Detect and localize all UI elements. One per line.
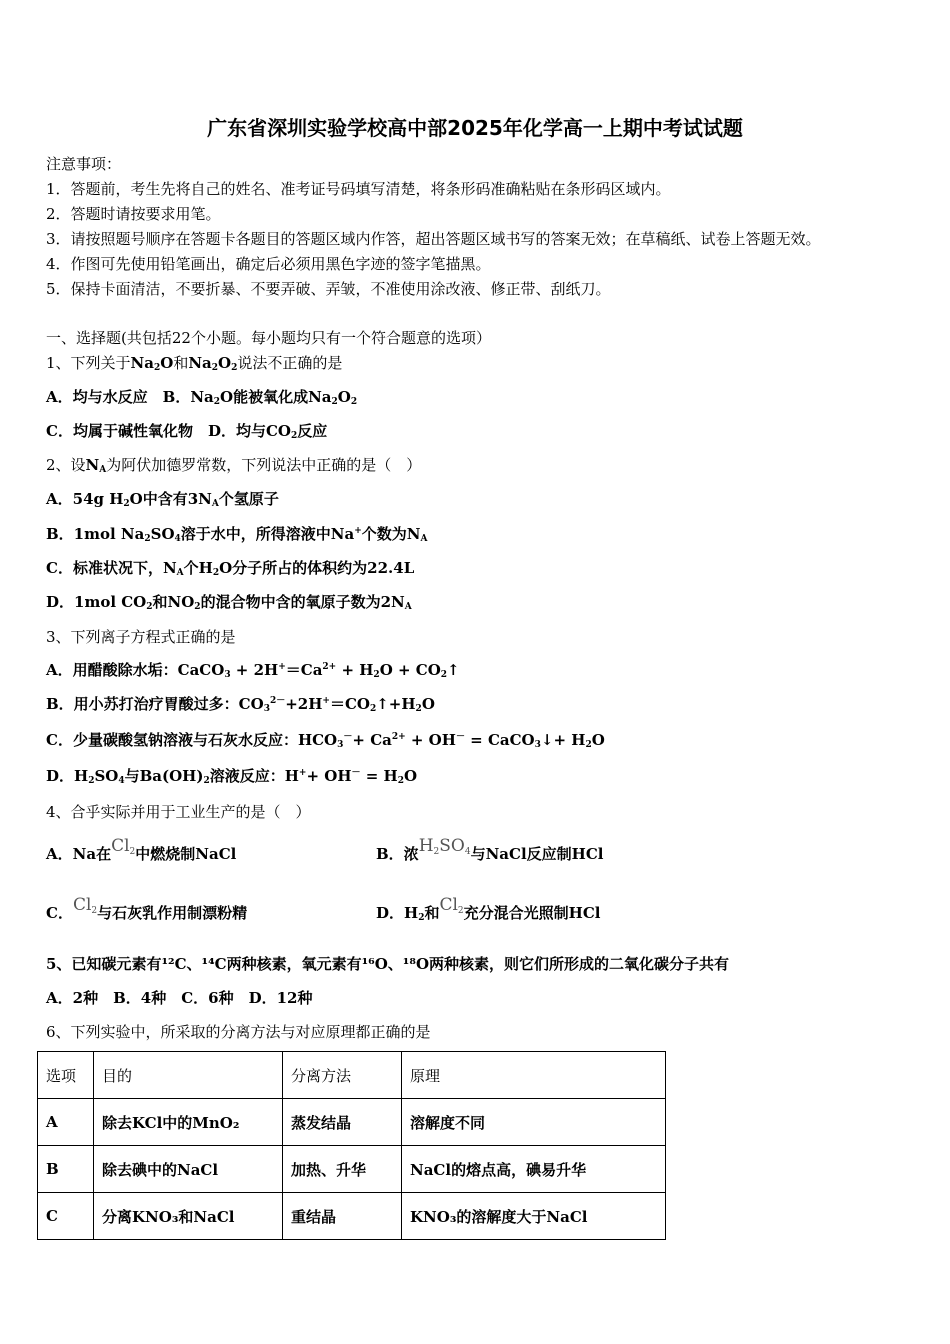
table-cell: KNO₃的溶解度大于NaCl [402,1193,666,1240]
question-3-option-b: B．用小苏打治疗胃酸过多：$CO_3^{2-}+2H^+=CO_2↑+H_2O$ [46,695,435,714]
question-4-option-b: B．浓$H_2SO_4$与NaCl反应制HCl [376,836,604,863]
table-cell: 除去KCl中的MnO₂ [94,1099,283,1146]
table-header-row [38,1052,666,1099]
question-1-stem: 1、下列关于$Na_2O$和$Na_2O_2$说法不正确的是 [46,354,343,373]
table-header-cell: 原理 [402,1052,666,1099]
question-3-option-a: A．用醋酸除水垢：CaCO$_3$ + $2H^+=Ca^{2+} + H_2O$ + $CO_2↑$ [46,661,460,680]
section-heading: 一、选择题(共包括22个小题。每小题均只有一个符合题意的选项） [46,329,491,347]
table-cell: 加热、升华 [283,1146,402,1193]
question-3-option-d: D．$H_2SO_4$与$Ba(OH)_2$溶液反应：$H^++ OH^- = H_2O$ [46,767,418,786]
question-4-stem: 4、合乎实际并用于工业生产的是（ ） [46,803,311,821]
notice-item: 2．答题时请按要求用笔。 [46,205,221,223]
table-cell: 蒸发结晶 [283,1099,402,1146]
table-cell: C [38,1193,94,1240]
table-cell: 重结晶 [283,1193,402,1240]
question-4-option-d: D．$H_2$和$Cl_2$充分混合光照制HCl [376,895,601,923]
table-row [38,1193,666,1240]
question-2-option-c: C．标准状况下，$N_A$个$H_2O$分子所占的体积约为22.4L [46,559,415,578]
table-cell: A [38,1099,94,1146]
question-3-stem: 3、下列离子方程式正确的是 [46,628,236,646]
question-4-option-a: A．Na在$Cl_2$中燃烧制NaCl [46,836,237,863]
table-cell: B [38,1146,94,1193]
notice-item: 3．请按照题号顺序在答题卡各题目的答题区域内作答，超出答题区域书写的答案无效；在草稿纸、试卷上答题无效。 [46,230,821,248]
table-cell: 除去碘中的NaCl [94,1146,283,1193]
notice-heading: 注意事项： [46,155,122,173]
question-2-option-b: B．1mol $Na_2SO_4$溶于水中，所得溶液中Na+个数为$N_A$ [46,525,428,544]
question-2-option-a: A．54g $H_2O$中含有$3N_A$个氢原子 [46,490,279,509]
notice-item: 4．作图可先使用铅笔画出，确定后必须用黑色字迹的签字笔描黑。 [46,255,491,273]
question-2-stem: 2、设$N_A$为阿伏加德罗常数，下列说法中正确的是（ ） [46,456,422,475]
page-title: 广东省深圳实验学校高中部2025年化学高一上期中考试试题 [207,116,743,140]
table-header-cell: 目的 [94,1052,283,1099]
question-4-option-c: C．$Cl_2$与石灰乳作用制漂粉精 [46,895,248,922]
table-header-cell: 分离方法 [283,1052,402,1099]
question-5-stem: 5、已知碳元素有¹²C、¹⁴C两种核素，氧元素有¹⁶O、¹⁸O两种核素，则它们所形成的二氧化碳分子共有 [46,955,730,973]
table-cell: 溶解度不同 [402,1099,666,1146]
question-5-options: A．2种 B．4种 C．6种 D．12种 [46,989,313,1007]
notice-item: 5．保持卡面清洁，不要折暴、不要弄破、弄皱，不准使用涂改液、修正带、刮纸刀。 [46,280,611,298]
table-cell: 分离KNO₃和NaCl [94,1193,283,1240]
table-cell: NaCl的熔点高，碘易升华 [402,1146,666,1193]
question-1-options-cd: C．均属于碱性氧化物 D．均与$CO_2$反应 [46,422,328,441]
question-3-option-c: C．少量碳酸氢钠溶液与石灰水反应：$HCO_3^-+ Ca^{2+} + OH^-$ = CaCO$_3$↓+ $H_2O$ [46,731,605,750]
table-row [38,1146,666,1193]
notice-item: 1．答题前，考生先将自己的姓名、准考证号码填写清楚，将条形码准确粘贴在条形码区域内。 [46,180,671,198]
question-6-table [37,1051,666,1240]
table-row [38,1099,666,1146]
table-header-cell: 选项 [38,1052,94,1099]
question-2-option-d: D．1mol $CO_2$和$NO_2$的混合物中含的氧原子数为$2N_A$ [46,593,412,612]
question-1-options-ab: A．均与水反应 B．$Na_2O$能被氧化成$Na_2O_2$ [46,388,358,407]
question-6-stem: 6、下列实验中，所采取的分离方法与对应原理都正确的是 [46,1023,431,1041]
